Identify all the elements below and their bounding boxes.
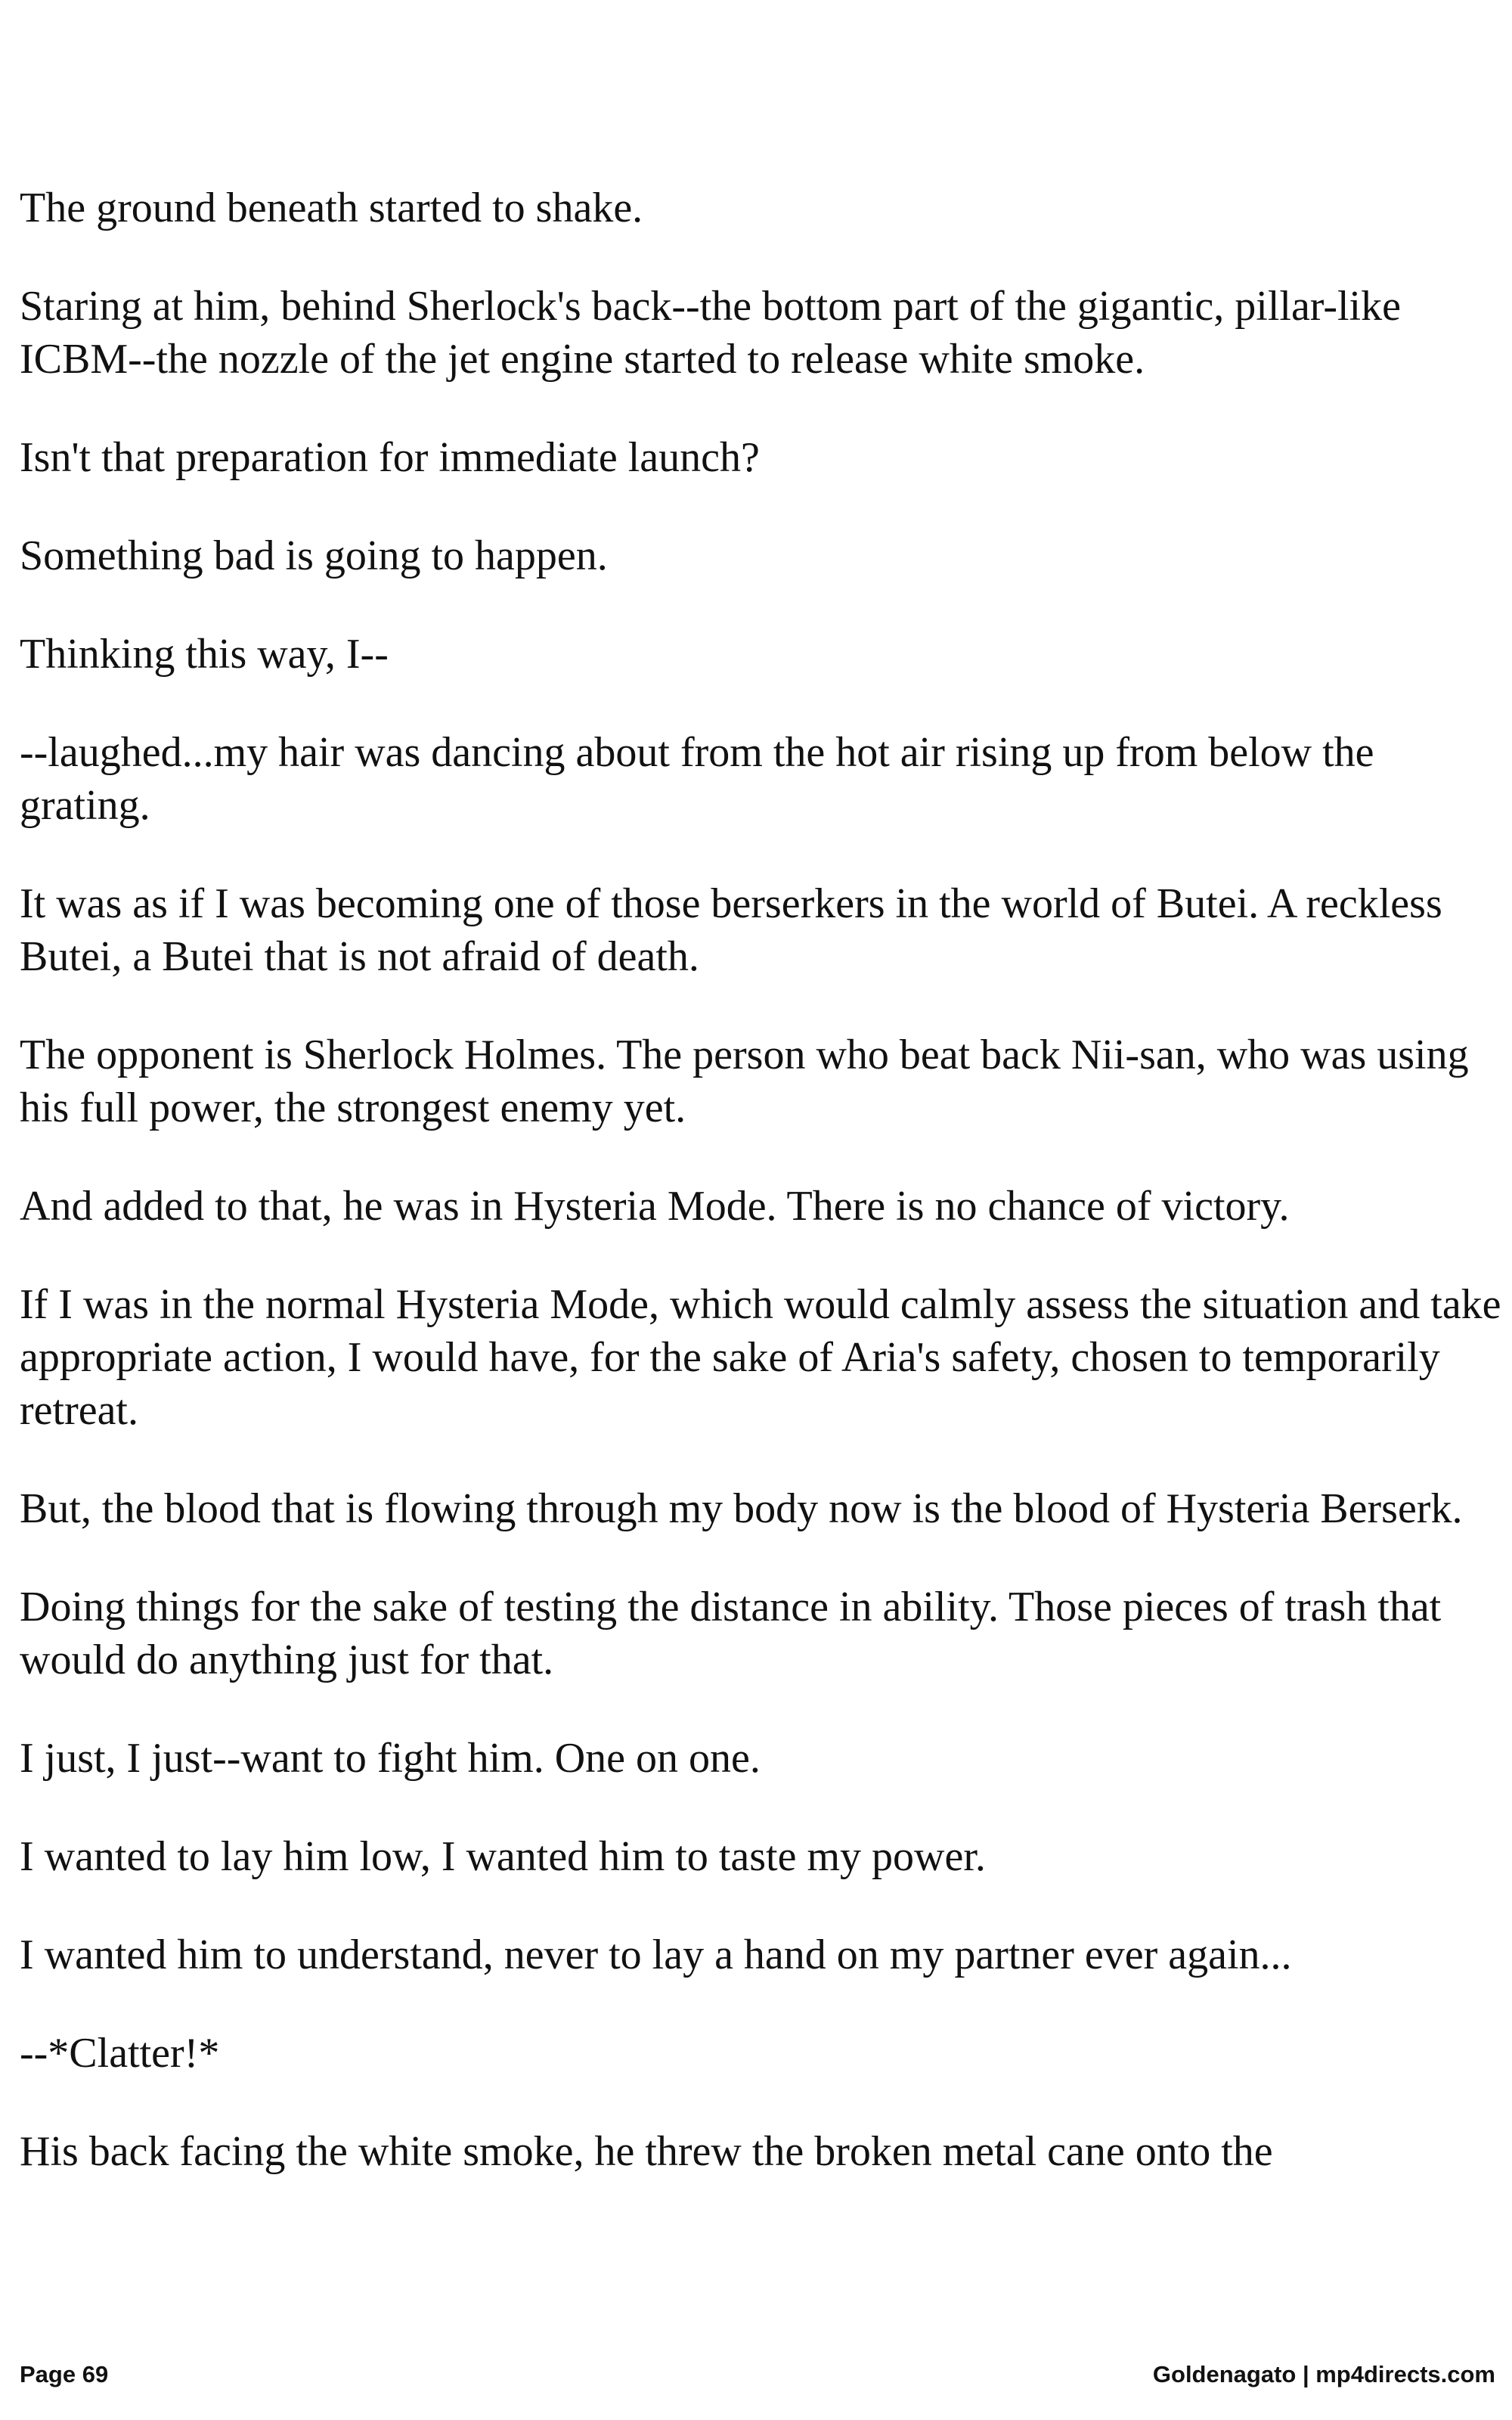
paragraph: Thinking this way, I--	[20, 631, 389, 678]
paragraph: I just, I just--want to fight him. One on one.	[20, 1735, 761, 1782]
paragraph: It was as if I was becoming one of those berserkers in the world of Butei. A reckless Butei, a Butei that is not afraid of death.	[20, 880, 1442, 980]
footer-credit: Goldenagato | mp4directs.com	[1152, 2361, 1495, 2387]
document-body	[20, 182, 1501, 2223]
paragraph: The ground beneath started to shake.	[20, 185, 643, 231]
paragraph: Doing things for the sake of testing the distance in ability. Those pieces of trash that would do anything just for that.	[20, 1584, 1442, 1683]
paragraph: --laughed...my hair was dancing about from the hot air rising up from below the grating.	[20, 729, 1374, 829]
page-number: Page 69	[20, 2361, 109, 2387]
paragraph: I wanted him to understand, never to lay a hand on my partner ever again...	[20, 1931, 1292, 1978]
paragraph: --*Clatter!*	[20, 2030, 220, 2077]
paragraph: Something bad is going to happen.	[20, 532, 608, 579]
paragraph: Isn't that preparation for immediate launch?	[20, 434, 760, 481]
paragraph: But, the blood that is flowing through my body now is the blood of Hysteria Berserk.	[20, 1485, 1463, 1532]
paragraph: If I was in the normal Hysteria Mode, which would calmly assess the situation and take appropriate action, I would have, for the sake of Aria's safety, chosen to temporarily retreat.	[20, 1281, 1501, 1434]
paragraph: Staring at him, behind Sherlock's back--the bottom part of the gigantic, pillar-like ICBM--the nozzle of the jet engine started to release white smoke.	[20, 283, 1401, 383]
paragraph: The opponent is Sherlock Holmes. The person who beat back Nii-san, who was using his full power, the strongest enemy yet.	[20, 1032, 1469, 1131]
paragraph: His back facing the white smoke, he threw the broken metal cane onto the	[20, 2128, 1273, 2175]
paragraph: I wanted to lay him low, I wanted him to taste my power.	[20, 1833, 986, 1880]
paragraph: And added to that, he was in Hysteria Mode. There is no chance of victory.	[20, 1183, 1290, 1230]
